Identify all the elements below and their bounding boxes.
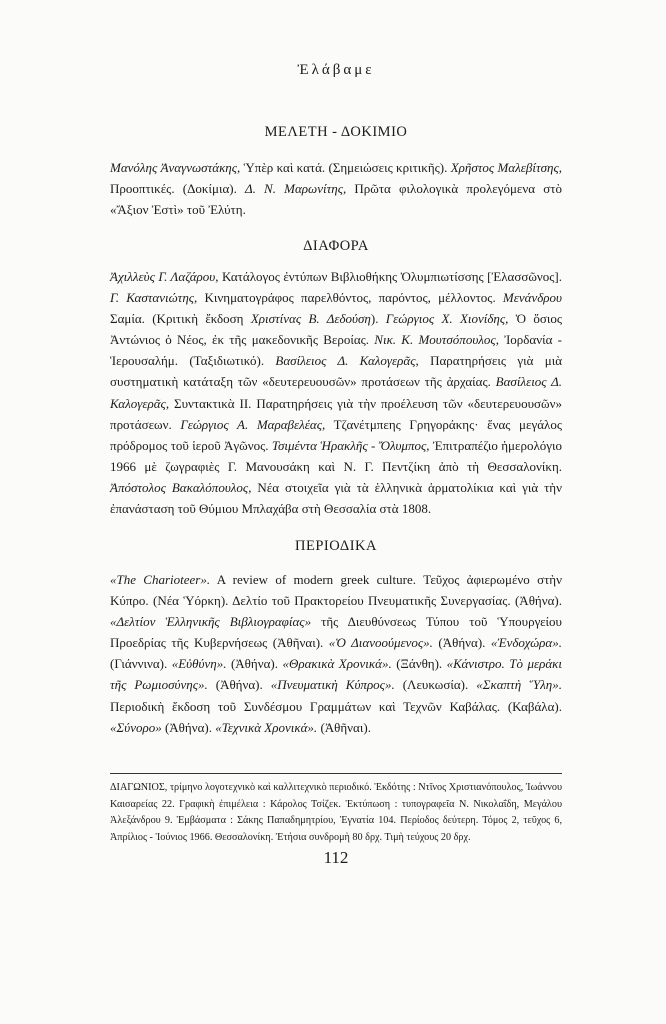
entry-text-run: Κατάλογος ἐντύπων Βιβλιοθήκης Ὀλυμπιωτίσσης [Ἐλασσῶνος]. (218, 269, 562, 284)
entry-italic-run: «Σύνορο» (110, 719, 162, 735)
colophon: ΔΙΑΓΩΝΙΟΣ, τρίμηνο λογοτεχνικὸ καὶ καλλιτεχνικὸ περιοδικό. Ἐκδότης : Ντῖνος Χριστιανόπουλος, Ἰωάννου Καισαρείας 22. Γραφικὴ ἐπιμέλεια : Κάρολος Τσίζεκ. Ἐκτύπωση : τυπογραφεῖα Ν. Νικολαΐδη, Μεγάλου Ἀλεξάνδρου 9. Ἐμβάσματα : Σάκης Παπαδημητρίου, Ἐγνατία 104. Περίοδος δεύτερη. Τόμος 2, τεῦχος 6, Ἀπρίλιος - Ἰούνιος 1966. Θεσσαλονίκη. Ἐτήσια συνδρομὴ 80 δρχ. Τιμὴ τεύχους 20 δρχ. (110, 782, 562, 843)
entry-text-run: (Ἀθήνα). (161, 719, 216, 735)
entry-text-run: (Γιάννινα). (110, 656, 172, 672)
entry-text-run: Προοπτικές. (Δοκίμια). (110, 181, 245, 197)
entry-text-run: (Ἀθήνα). (207, 677, 271, 693)
entry-text-run: Τζανέτμπεης Γρηγοράκης· ἕνας μεγάλος πρόδρομος τοῦ ἱεροῦ Ἀγῶνος. (110, 416, 562, 453)
entry-text-run: (Ἀθήνα). (226, 656, 283, 672)
section-body-periodika (110, 569, 562, 738)
entry-text-run: (Ἀθήνα). (432, 635, 491, 651)
entry-italic-run: Γεώργιος Χ. Χιονίδης, (385, 311, 509, 327)
entry-text-run: Πρῶτα φιλολογικὰ προλεγόμενα στὸ «Ἄξιον Ἐστὶ» τοῦ Ἐλύτη. (110, 181, 562, 218)
entry-text-run: (Ἀθῆναι). (317, 719, 371, 735)
entry-text-run: (Λευκωσία). (394, 677, 477, 693)
entry-italic-run: «Τεχνικὰ Χρονικά». (215, 719, 318, 735)
running-header: Ἐλάβαμε (297, 62, 375, 78)
entry-text-run: Ὑπὲρ καὶ κατά. (Σημειώσεις κριτικῆς). (240, 160, 451, 175)
entry-italic-run: «Σκαπτὴ Ὕλη». (476, 677, 563, 693)
entry-text-run: Περιοδικὴ ἔκδοση τοῦ Συνδέσμου Γραμμάτων καὶ Τεχνῶν Καβάλας. (Καβάλα). (110, 698, 562, 714)
entry-italic-run: Ἀπόστολος Βακαλόπουλος, (110, 479, 252, 495)
entry-italic-run: «The Charioteer». (110, 572, 211, 587)
entry-text-run: Ἐπιτραπέζιο ἡμερολόγιο 1966 μὲ ζωγραφιὲς Γ. Μανουσάκη καὶ Ν. Γ. Πεντζίκη ἀπὸ τὴ Θεσσαλονίκη. (110, 437, 562, 474)
entry-italic-run: Χριστίνας Β. Δεδούση (250, 311, 371, 327)
entry-text-run: ). (370, 311, 386, 327)
entry-text-run: Νέα στοιχεῖα γιὰ τὰ ἑλληνικὰ ἁρματολίκια καὶ γιὰ τὴν ἐπανάσταση τοῦ Θύμιου Μπλαχάβα στὴ Θεσσαλία στὰ 1808. (110, 479, 562, 517)
entry-italic-run: «Κάνιστρο. Τὸ μεράκι τῆς Ρωμιοσύνης». (110, 656, 563, 693)
section-title-diafora: ΔΙΑΦΟΡΑ (303, 238, 369, 254)
entry-italic-run: Γεώργιος Α. Μαραβελέας, (180, 416, 326, 432)
entry-italic-run: «Δελτίον Ἑλληνικῆς Βιβλιογραφίας» (110, 614, 312, 630)
entry-italic-run: Μενάνδρου (502, 290, 562, 306)
entry-italic-run: Ἀχιλλεὺς Γ. Λαζάρου, (110, 269, 219, 284)
entry-text-run: Ἰορδανία - Ἱερουσαλήμ. (Ταξιδιωτικό). (110, 332, 562, 369)
section-body-meleti (110, 157, 562, 220)
entry-text-run: (Ξάνθη). (391, 656, 447, 672)
section-body-diafora (110, 266, 562, 519)
entry-italic-run: Νικ. Κ. Μουτσόπουλος, (374, 332, 499, 348)
entry-text-run: Σαμία. (Κριτικὴ ἔκδοση (110, 311, 251, 327)
entry-italic-run: «Ἐνδοχώρα». (490, 635, 562, 651)
entry-italic-run: Μανόλης Ἀναγνωστάκης, (110, 160, 241, 175)
entry-italic-run: Τσιμέντα Ἡρακλῆς - Ὄλυμπος, (271, 437, 430, 453)
entry-text-run: A review of modern greek culture. Τεῦχος ἀφιερωμένο στὴν Κύπρο. (Νέα Ὑόρκη). Δελτίο τοῦ Πρακτορείου Πνευματικῆς Συνεργασίας. (Ἀθήνα). (110, 572, 562, 609)
entry-text-run: Παρατηρήσεις γιὰ μιὰ συστηματικὴ κατάταξη τῶν «δευτερευουσῶν» προτάσεων τῆς ἀρχαίας. (110, 353, 563, 390)
entry-text-run: Κινηματογράφος παρελθόντος, παρόντος, μέλλοντος. (197, 290, 503, 306)
section-title-meleti: ΜΕΛΕΤΗ - ΔΟΚΙΜΙΟ (264, 124, 408, 140)
footnote-rule (110, 773, 562, 774)
entry-text-run: Συντακτικὰ ΙΙ. Παρατηρήσεις γιὰ τὴν προέλευση τῶν «δευτερευουσῶν» προτάσεων. (110, 395, 562, 432)
page-number: 112 (323, 848, 349, 867)
entry-italic-run: Δ. Ν. Μαρωνίτης, (245, 181, 347, 197)
entry-italic-run: Χρῆστος Μαλεβίτσης, (450, 160, 562, 175)
entry-italic-run: «Εὐθύνη». (171, 656, 227, 672)
entry-italic-run: «Πνευματικὴ Κύπρος». (270, 677, 395, 693)
entry-italic-run: Γ. Καστανιώτης, (110, 290, 198, 306)
entry-italic-run: Βασίλειος Δ. Καλογερᾶς, (110, 374, 562, 411)
section-title-periodika: ΠΕΡΙΟΔΙΚΑ (295, 538, 377, 554)
entry-italic-run: «Ὁ Διανοούμενος». (328, 635, 433, 651)
entry-text-run: τῆς Διευθύνσεως Τύπου τοῦ Ὑπουργείου Προεδρίας τῆς Κυβερνήσεως (Ἀθῆναι). (110, 614, 562, 651)
entry-italic-run: «Θρακικὰ Χρονικά». (282, 656, 392, 672)
entry-text-run: Ὁ ὅσιος Ἀντώνιος ὁ Νέος, ἐκ τῆς μακεδονικῆς Βεροίας. (110, 311, 562, 348)
entry-italic-run: Βασίλειος Δ. Καλογερᾶς, (275, 353, 419, 369)
